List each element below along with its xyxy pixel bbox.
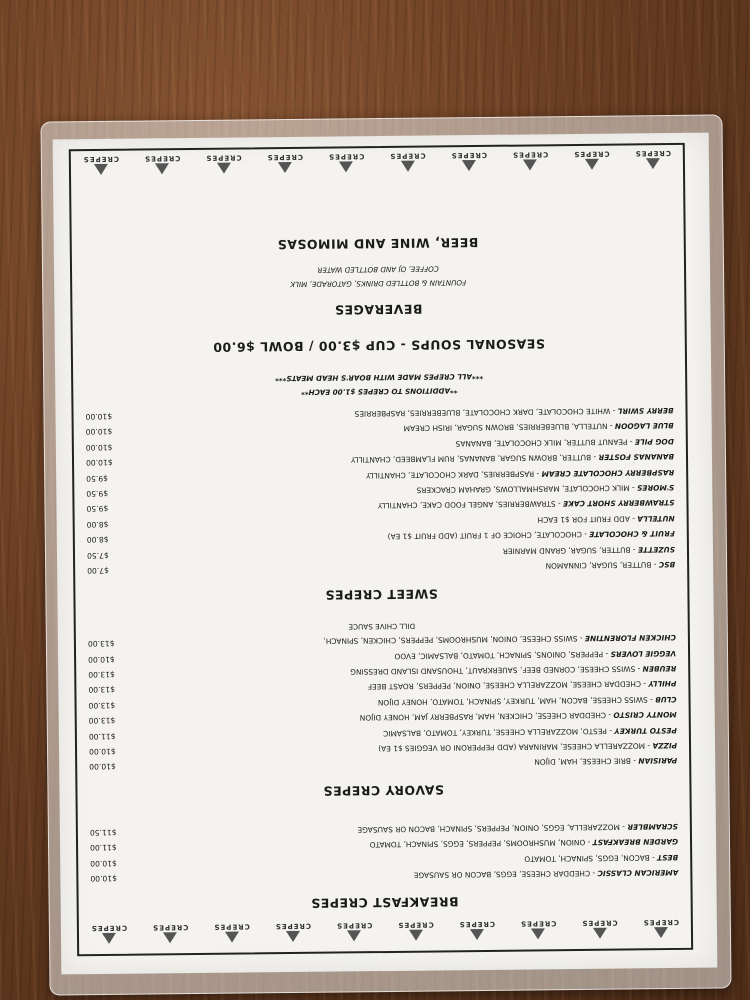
- menu-item: NUTELLA - ADD FRUIT FOR $1 EACH $8.00: [86, 513, 675, 529]
- beverages-line: COFFEE, OJ AND BOTTLED WATER: [317, 264, 439, 275]
- menu-item: BERRY SWIRL - WHITE CHOCOLATE, DARK CHOCOLATE, BLUEBERRIES, RASPBERRIES $10.00: [85, 405, 674, 422]
- crepes-logo: CREPES: [578, 919, 622, 945]
- menu-item: RASPBERRY CHOCOLATE CREAM - RASPBERRIES, DARK CHOCOLATE, CHANTILLY $9.50: [86, 467, 675, 483]
- menu-item: PARISIAN - BRIE CHEESE, HAM, DIJON $10.00: [89, 756, 678, 772]
- menu-sheet: [53, 133, 718, 975]
- menu-item: FRUIT & CHOCOLATE - CHOCOLATE, CHOICE OF 1 FRUIT (ADD FRUIT $1 EA) $8.00: [86, 529, 675, 545]
- item-continuation: DILL CHIVE SAUCE: [348, 621, 416, 632]
- menu-item: PIZZA - MOZZARELLA CHEESE, MARINARA (ADD PEPPERONI OR VEGGIES $1 EA) $10.00: [89, 740, 678, 757]
- alcohol-line: BEER, WINE AND MIMOSAS: [277, 234, 479, 252]
- crepes-logo: CREPES: [631, 149, 675, 175]
- menu-item: CHICKEN FLORENTINE - SWISS CHEESE, ONION, MUSHROOMS, PEPPERS, CHICKEN, SPINACH, $13.00: [87, 633, 676, 649]
- menu-item: AMERICAN CLASSIC - CHEDDAR CHEESE, EGGS, BACON OR SAUSAGE $10.00: [90, 867, 679, 884]
- logo-row-bottom: [79, 147, 675, 183]
- meats-note: ***ALL CREPES MADE WITH BOAR'S HEAD MEATS***: [275, 371, 484, 383]
- menu-item: S'MORES - MILK CHOCOLATE, MARSHMALLOWS, GRAHAM CRACKERS $9.50: [86, 482, 675, 499]
- menu-item: BSC - BUTTER, SUGAR, CINNAMON $7.00: [87, 559, 676, 576]
- menu-item: SCRAMBLER - MOZZARELLA, EGGS, ONION, PEPPERS, SPINACH, BACON OR SAUSAGE $11.50: [89, 821, 678, 837]
- menu-item: DOG PILE - PEANUT BUTTER, MILK CHOCOLATE, BANANAS $10.00: [85, 436, 674, 452]
- menu-body: [84, 229, 679, 916]
- menu-item: BLUE LAGOON - NUTELLA, BLUEBERRIES, BROWN SUGAR, IRISH CREAM $10.00: [85, 421, 674, 437]
- crepes-logo: CREPES: [263, 153, 307, 179]
- beverages-heading: BEVERAGES: [334, 301, 423, 318]
- menu-item: BANANAS FOSTER - BUTTER, BROWN SUGAR, BANANAS, RUM FLAMBEED, CHANTILLY $10.00: [85, 452, 675, 468]
- crepes-logo: CREPES: [79, 155, 123, 181]
- additions-note: **ADDITIONS TO CREPES $1.00 EACH**: [301, 385, 458, 397]
- menu-item: REUBEN - SWISS CHEESE, CORNED BEEF, SAUERKRAUT, THOUSAND ISLAND DRESSING $13.00: [88, 664, 677, 680]
- crepes-logo: CREPES: [210, 922, 254, 948]
- menu-item: SUZETTE - BUTTER, SUGAR, GRAND MARNIER $7.50: [86, 544, 676, 560]
- crepes-logo: CREPES: [202, 153, 246, 179]
- crepes-logo: CREPES: [508, 150, 552, 176]
- beverages-line: FOUNTAIN & BOTTLED DRINKS, GATORADE, MILK: [290, 277, 467, 289]
- menu-item: MONTY CRISTO - CHEDDAR CHEESE, CHICKEN, HAM, RASPBERRY JAM, HONEY DIJON $13.00: [88, 710, 677, 726]
- menu-item: BEST - BACON, EGGS, SPINACH, TOMATO $10.00: [90, 852, 679, 868]
- menu-item: VEGGIE LOVERS - PEPPERS, ONIONS, SPINACH, TOMATO, BALSAMIC, EVOO $10.00: [88, 648, 677, 664]
- crepes-logo: CREPES: [324, 152, 368, 178]
- crepes-logo: CREPES: [271, 922, 315, 948]
- crepes-logo: CREPES: [140, 154, 184, 180]
- savory-heading: SAVORY CREPES: [323, 782, 444, 800]
- crepes-logo: CREPES: [385, 152, 429, 178]
- crepes-logo: CREPES: [87, 924, 131, 950]
- crepes-logo: CREPES: [639, 918, 683, 944]
- crepes-logo: CREPES: [394, 920, 438, 946]
- crepes-logo: CREPES: [148, 923, 192, 949]
- crepes-logo: CREPES: [447, 151, 491, 177]
- logo-row-top: [87, 916, 683, 952]
- crepes-logo: CREPES: [569, 150, 613, 176]
- crepes-logo: CREPES: [455, 920, 499, 946]
- menu-item: CLUB - SWISS CHEESE, BACON, HAM, TURKEY, SPINACH, TOMATO, HONEY DIJON $13.00: [88, 694, 677, 710]
- sweet-heading: SWEET CREPES: [324, 586, 438, 603]
- menu-item: PESTO TURKEY - PESTO, MOZZARELLA CHEESE, TURKEY, TOMATO, BALSAMIC $11.00: [88, 725, 677, 741]
- menu-item: STRAWBERRY SHORT CAKE - STRAWBERRIES, ANGEL FOOD CAKE, CHANTILLY $9.50: [86, 498, 675, 514]
- breakfast-heading: BREAKFAST CREPES: [310, 894, 459, 911]
- menu-item: PHILLY - CHEDDAR CHEESE, MOZZARELLA CHEESE, ONION, PEPPERS, ROAST BEEF $13.00: [88, 679, 677, 695]
- crepes-logo: CREPES: [516, 919, 560, 945]
- crepes-logo: CREPES: [332, 921, 376, 947]
- menu-content-upside-down: [69, 143, 693, 956]
- menu-item: GARDEN BREAKFAST - ONION, MUSHROOMS, PEPPERS, EGGS, SPINACH, TOMATO $11.00: [90, 837, 679, 853]
- soups-line: SEASONAL SOUPS - CUP $3.00 / BOWL $6.00: [212, 335, 545, 355]
